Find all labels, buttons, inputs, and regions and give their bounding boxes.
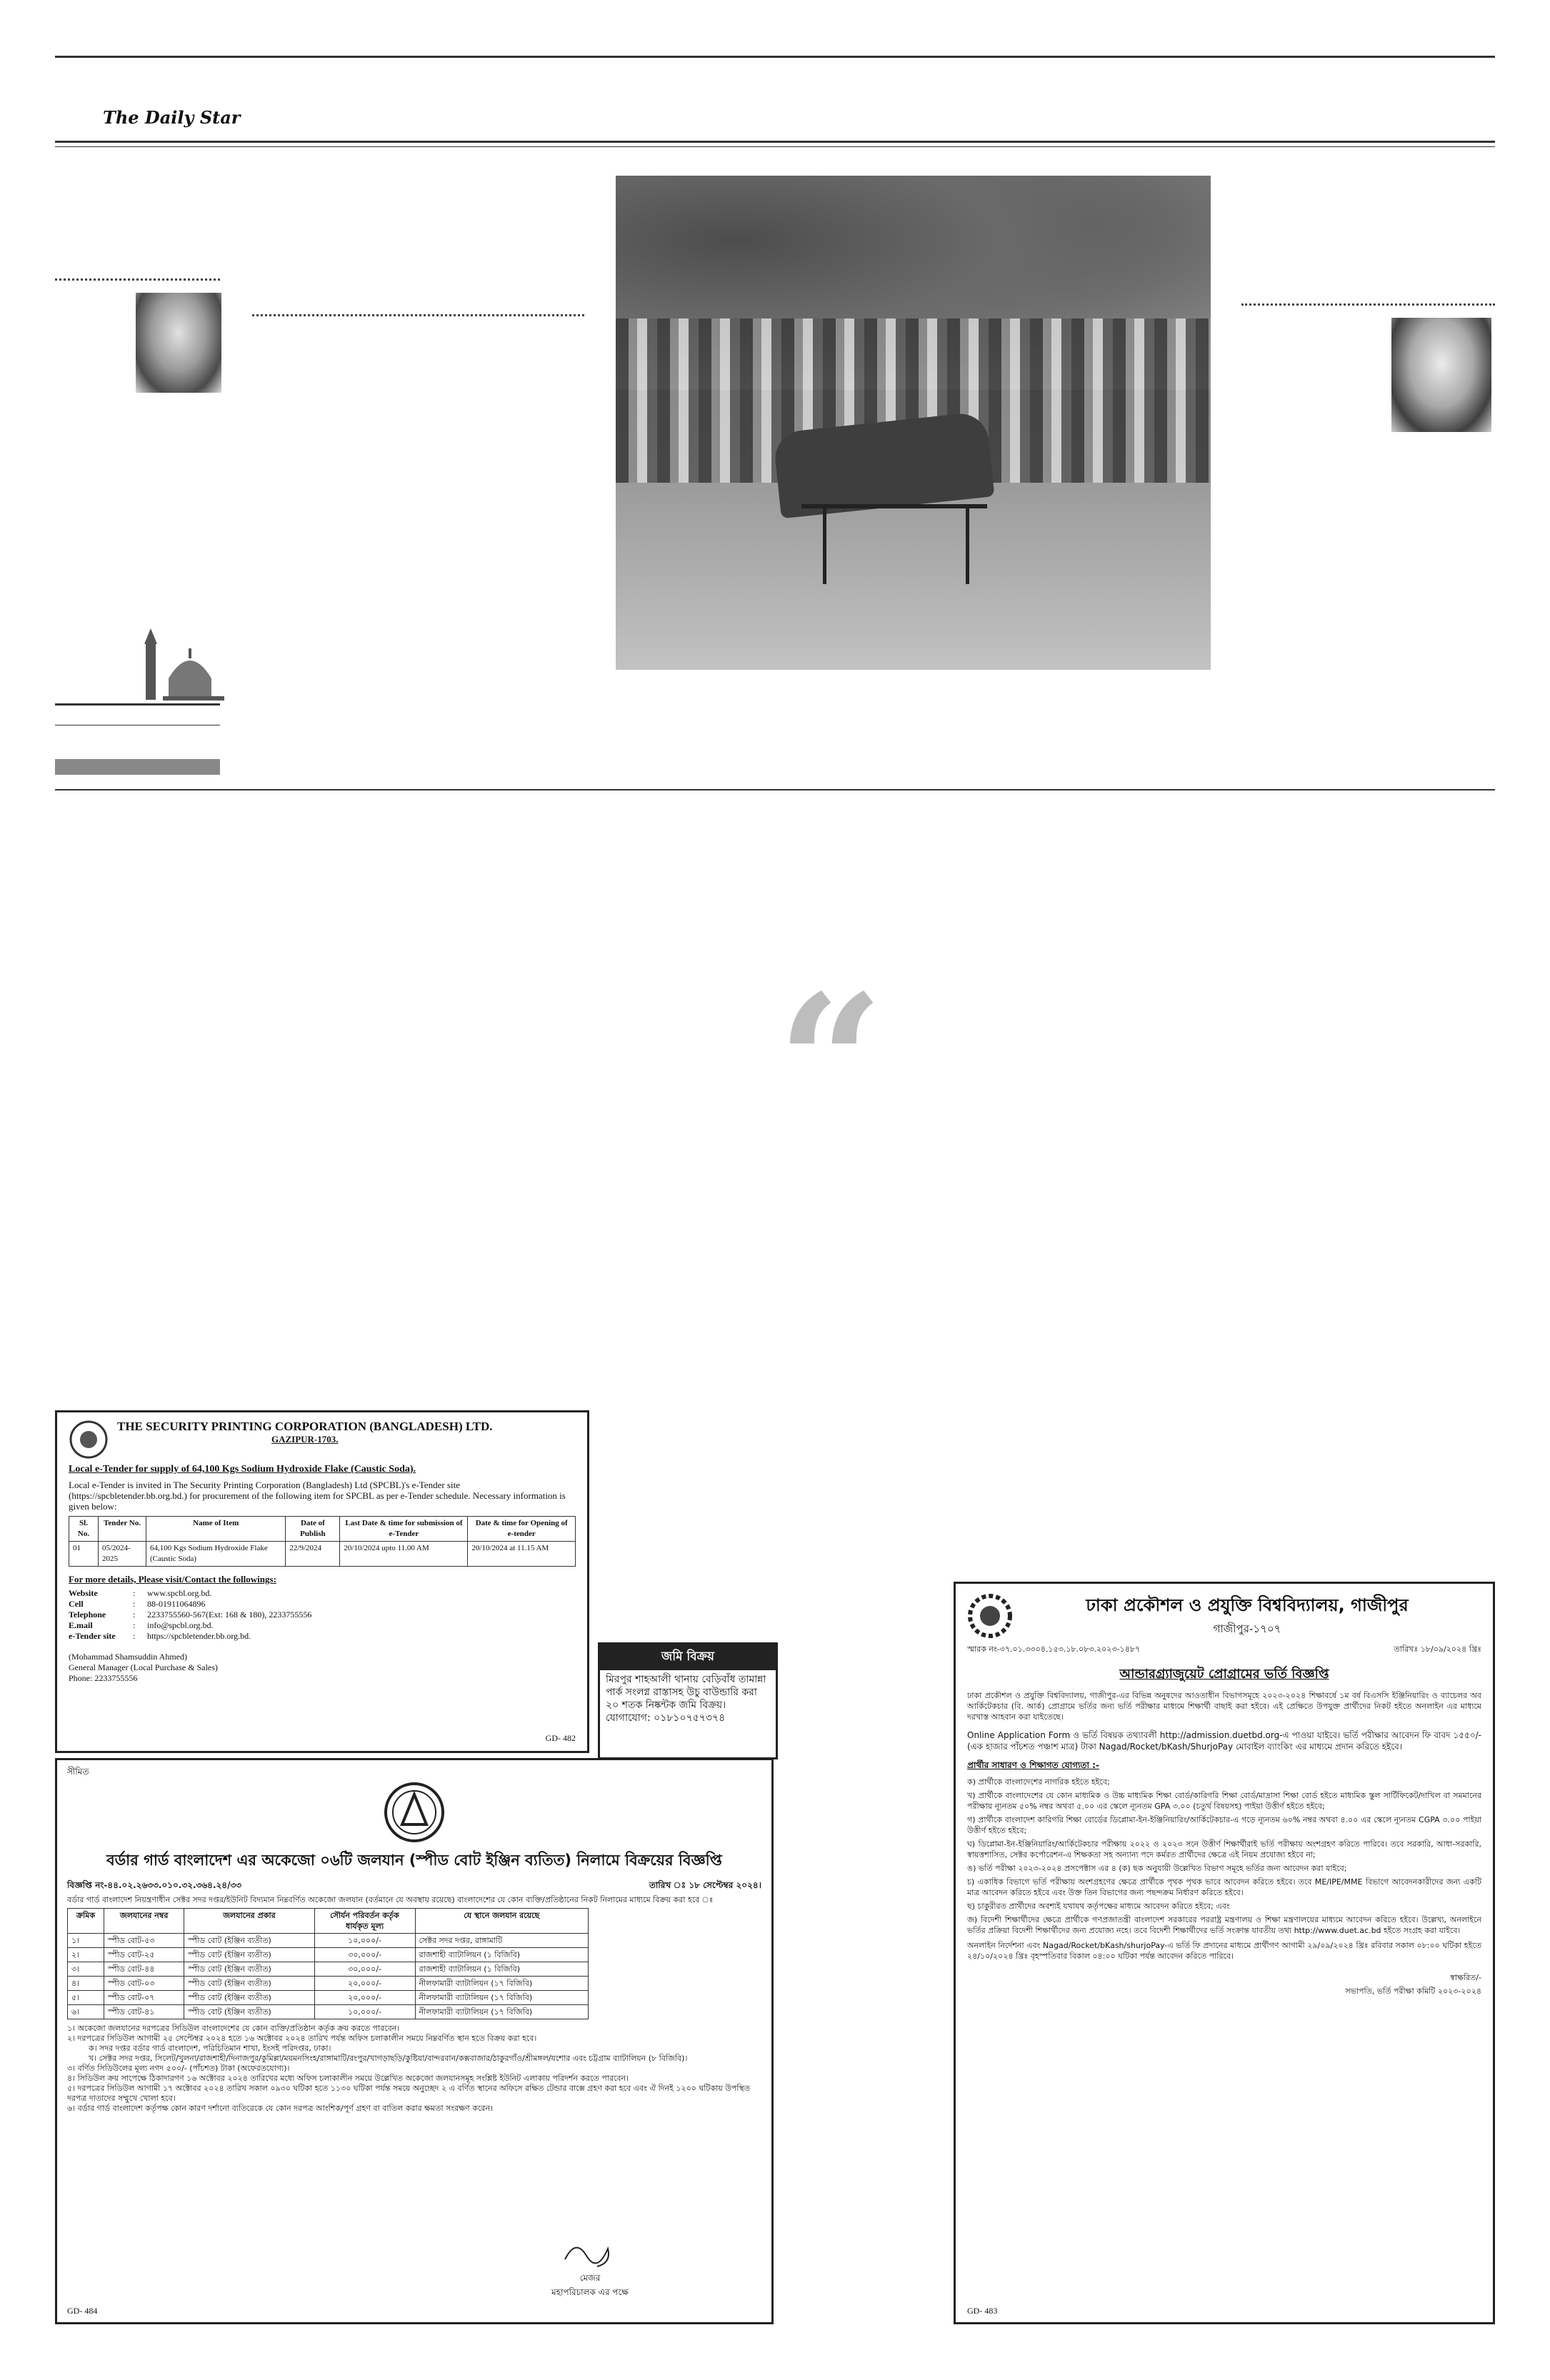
gd-code: GD- 482 bbox=[545, 1733, 576, 1743]
left-dotted-rule bbox=[55, 278, 220, 281]
table-cell: রাজশাহী ব্যাটালিয়ন (১ বিজিবি) bbox=[415, 1948, 588, 1962]
table-cell: ৩০,০০০/- bbox=[314, 1962, 415, 1977]
table-cell: স্পীড বোট (ইঞ্জিন ব্যতীত) bbox=[184, 1934, 314, 1948]
table-cell: 64,100 Kgs Sodium Hydroxide Flake (Caustic Soda) bbox=[146, 1542, 286, 1567]
duet-requirements bbox=[967, 1777, 1481, 1936]
section-rule bbox=[55, 789, 1495, 790]
bgb-memo: বিজ্ঞপ্তি নং-৪৪.০২.২৬৩৩.০১০.৩২.৩৬৪.২৪/৩৩ bbox=[67, 1880, 242, 1890]
duet-online-note: Online Application Form ও ভর্তি বিষয়ক তথ্যাবলী http://admission.duetbd.org-এ পাওয়া যাইবে। ভর্তি পরীক্ষার আবেদন ফি বাবদ ১৫৫০/-(এক হাজার পাঁচশত পঞ্চাশ মাত্র) টাকা Nagad/Rocket/bKash/ShurjoPay মোবাইল ব্যাংকিং এর মাধ্যমে প্রদান করিতে হইবে। bbox=[967, 1730, 1481, 1752]
table-cell: 20/10/2024 at 11.15 AM bbox=[468, 1542, 576, 1567]
duet-headline: আন্ডারগ্র্যাজুয়েট প্রোগ্রামের ভর্তি বিজ্ঞপ্তি bbox=[1119, 1667, 1329, 1682]
masthead-rule bbox=[55, 141, 1495, 143]
list-item: ১। অকেজো জলযানের দরপত্রের সিডিউল বাংলাদেশের যে কোন ব্যক্তি/প্রতিষ্ঠান কর্তৃক ক্রয় করতে পারবেন। bbox=[67, 2024, 400, 2033]
bgb-intro: বর্ডার গার্ড বাংলাদেশ নিয়ন্ত্রণাধীন সেক্টর সদর দপ্তর/ইউনিট বিদ্যমান নিম্নবর্ণিত অকেজো জলযান (বর্তমানে যে অবস্থায় রয়েছে) বাংলাদেশের যে কোন ব্যক্তি/প্রতিষ্ঠানের নিকট নিলামের মাধ্যমে বিক্রয় করা হবে ঃ bbox=[67, 1895, 714, 1904]
table-cell: স্পীড বোট (ইঞ্জিন ব্যতীত) bbox=[184, 2005, 314, 2019]
bgb-signer: মেজর bbox=[579, 2273, 601, 2283]
table-cell: ২০,০০০/- bbox=[314, 1977, 415, 1991]
contact-value: https://spcbletender.bb.org.bd. bbox=[147, 1631, 251, 1641]
table-header: Name of Item bbox=[146, 1517, 286, 1542]
table-cell: স্পীড বোট-৪৪ bbox=[104, 1962, 184, 1977]
table-cell: ৩। bbox=[68, 1962, 104, 1977]
mosque-icon bbox=[140, 628, 226, 707]
contact-value: 2233755560-567(Ext: 168 & 180), 2233755556 bbox=[147, 1610, 312, 1620]
contact-label: Telephone bbox=[69, 1610, 106, 1620]
bgb-title: বর্ডার গার্ড বাংলাদেশ এর অকেজো ০৬টি জলযান (স্পীড বোট ইঞ্জিন ব্যতিত) নিলামে বিক্রয়ের বিজ্ঞপ্তি bbox=[106, 1852, 722, 1869]
spcbl-signatory bbox=[69, 1652, 576, 1684]
table-cell: ৫। bbox=[68, 1991, 104, 2005]
table-cell: ১। bbox=[68, 1934, 104, 1948]
duet-memo: স্মারক নং-৩৭.০১.৩৩০৪.১৫৩.১৮.০৮৩.২০২৩-১৪৮৭ bbox=[967, 1645, 1141, 1654]
signatory-phone: Phone: 2233755556 bbox=[69, 1673, 138, 1683]
table-row bbox=[69, 1542, 576, 1567]
table-cell: স্পীড বোট (ইঞ্জিন ব্যতীত) bbox=[184, 1948, 314, 1962]
table-cell: স্পীড বোট-৪১ bbox=[104, 2005, 184, 2019]
center-dotted-rule bbox=[252, 314, 584, 316]
land-ad-contact: যোগাযোগ: ০১৮১০৭৫৭৩৭৪ bbox=[606, 1712, 726, 1724]
masthead-logo: The Daily Star bbox=[103, 107, 241, 128]
table-row bbox=[68, 1991, 589, 2005]
list-item: ঘ) ডিপ্লোমা-ইন-ইঞ্জিনিয়ারিং/আর্কিটেকচার পরীক্ষায় ২০২২ ও ২০২৩ সনে উত্তীর্ণ শিক্ষার্থীরাই ভর্তি পরীক্ষায় অংশগ্রহণ করিতে পারিবে। তবে সরকারি, আধা-সরকারি, স্বায়ত্তশাসিত, সেক্টর কর্পোরেশন-এ শিক্ষকতা সহ অন্যান্য পদে কর্মরত প্রার্থীদের ক্ষেত্রে এই নিয়ম প্রযোজ্য হইবে না; bbox=[967, 1839, 1481, 1859]
list-item: জ) বিদেশী শিক্ষার্থীদের ক্ষেত্রে প্রার্থীকে গণপ্রজাতন্ত্রী বাংলাদেশ সরকারের পররাষ্ট্র মন্ত্রণালয় ও শিক্ষা মন্ত্রণালয়ের মাধ্যমে আবেদন করিতে হইবে। উল্লেখ্য, অনলাইনে ভর্তির প্রক্রিয়া বিদেশী শিক্ষার্থীদের জন্য প্রযোজ্য নহে। তবে বিদেশী শিক্ষার্থীদের ভর্তি সংক্রান্ত যাবতীয় তথ্য http://www.duet.ac.bd হইতে সংগ্রহ করা যাইবে। bbox=[967, 1915, 1481, 1935]
table-header: Sl. No. bbox=[69, 1517, 99, 1542]
table-cell: স্পীড বোট-২৫ bbox=[104, 1948, 184, 1962]
table-cell: ৩০,০০০/- bbox=[314, 1948, 415, 1962]
spcbl-headline: Local e-Tender for supply of 64,100 Kgs Sodium Hydroxide Flake (Caustic Soda). bbox=[69, 1464, 416, 1475]
list-item: Website : www.spcbl.org.bd. bbox=[69, 1588, 212, 1598]
table-cell: 01 bbox=[69, 1542, 99, 1567]
bgb-conditions bbox=[67, 2024, 761, 2114]
list-item: ৩। বর্ণিত সিডিউলের মূল্য নগদ ৫০০/- (পাঁচশত) টাকা (অফেরতযোগ্য)। bbox=[67, 2064, 290, 2073]
table-cell: স্পীড বোট-০৩ bbox=[104, 1977, 184, 1991]
bgb-signer-title: মহাপরিচালক এর পক্ষে bbox=[551, 2287, 629, 2297]
contact-label: Website bbox=[69, 1588, 98, 1598]
table-cell: নীলফামারী ব্যাটালিয়ন (১৭ বিজিবি) bbox=[415, 1977, 588, 1991]
table-row bbox=[68, 1934, 589, 1948]
list-item: ৬। বর্ডার গার্ড বাংলাদেশ কর্তৃপক্ষ কোন কারণ দর্শানো ব্যতিরেকে যে কোন দরপত্র আংশিক/পূর্ণ গ্রহণ বা বাতিল করার ক্ষমতা সংরক্ষণ করেন। bbox=[67, 2104, 493, 2113]
table-cell: নীলফামারী ব্যাটালিয়ন (১৭ বিজিবি) bbox=[415, 1991, 588, 2005]
government-seal-icon bbox=[69, 1420, 109, 1460]
table-cell: ১০,০০০/- bbox=[314, 1934, 415, 1948]
columnist-portrait-left bbox=[136, 293, 221, 393]
duet-title: ঢাকা প্রকৌশল ও প্রযুক্তি বিশ্ববিদ্যালয়, গাজীপুর bbox=[1086, 1595, 1409, 1615]
contact-label: e-Tender site bbox=[69, 1631, 116, 1641]
list-item: Telephone : 2233755560-567(Ext: 168 & 180), 2233755556 bbox=[69, 1610, 312, 1620]
spcbl-tender-ad bbox=[55, 1410, 589, 1753]
list-item: চ) একাধিক বিভাগে ভর্তি পরীক্ষায় অংশগ্রহণের ক্ষেত্রে প্রার্থীকে পৃথক পৃথক ভাবে আবেদন করিতে হইবে। তবে ME/IPE/MME বিভাগে আবেদনকারীদের জন্য একটি মাত্র আবেদন করিতে হইবে এবং উক্ত তিন বিভাগের জন্য পছন্দক্রম নির্ধারণ করিতে হইবে। bbox=[967, 1877, 1481, 1897]
table-header: ক্রমিক bbox=[68, 1909, 104, 1934]
list-item: E.mail : info@spcbl.org.bd. bbox=[69, 1620, 214, 1630]
table-header: জলযানের প্রকার bbox=[184, 1909, 314, 1934]
bgb-top-note: সীমিত bbox=[67, 1767, 89, 1777]
duet-date: তারিখঃ ১৮/০৯/২০২৪ খ্রিঃ bbox=[1394, 1645, 1481, 1654]
bgb-vessel-table bbox=[67, 1908, 589, 2019]
funeral-prayer-photo bbox=[616, 176, 1211, 670]
left-column-rule-1 bbox=[55, 703, 220, 706]
table-row bbox=[68, 1948, 589, 1962]
table-cell: স্পীড বোট (ইঞ্জিন ব্যতীত) bbox=[184, 1962, 314, 1977]
list-item: খ) প্রার্থীকে বাংলাদেশের যে কোন মাধ্যমিক ও উচ্চ মাধ্যমিক শিক্ষা বোর্ড/কারিগরি শিক্ষা বোর্ড/মাদ্রাসা শিক্ষা বোর্ড হইতে মাধ্যমিক স্কুল সার্টিফিকেট/দাখিল বা সমমানের পরীক্ষায় ন্যূনতম ৫০% নম্বর অথবা ৫.০০ এর স্কেলে ন্যূনতম GPA ৩.০০ (চতুর্থ বিষয়সহ) পাইয়া উত্তীর্ণ হইতে হইবে; bbox=[967, 1791, 1481, 1811]
list-item: ক) প্রার্থীকে বাংলাদেশের নাগরিক হইতে হইবে; bbox=[967, 1777, 1110, 1787]
bgb-auction-ad bbox=[55, 1758, 774, 2324]
table-header: Tender No. bbox=[99, 1517, 146, 1542]
list-item: Cell : 88-01911064896 bbox=[69, 1599, 206, 1609]
list-item: ২। দরপত্রের সিডিউল আগামী ২৫ সেপ্টেম্বর ২০২৪ হতে ১৬ অক্টোবর ২০২৪ তারিখ পর্যন্ত অফিস চলাকালীন সময়ে নিম্নবর্ণিত স্থান হতে বিক্রয় করা হবে। bbox=[67, 2034, 537, 2043]
right-dotted-rule bbox=[1241, 303, 1495, 306]
duet-sign-title: সভাপতি, ভর্তি পরীক্ষা কমিটি ২০২৩-২০২৪ bbox=[1345, 1987, 1481, 1996]
bgb-signature bbox=[551, 2234, 629, 2301]
contact-value: info@spcbl.org.bd. bbox=[147, 1620, 214, 1630]
top-rule bbox=[55, 56, 1495, 58]
list-item: ক। সদর দপ্তর বর্ডার গার্ড বাংলাদেশ, পরিচিতিমান শাখা, ইংসই পরিদপ্তর, ঢাকা। bbox=[89, 2044, 331, 2053]
bgb-date: তারিখ ঃ ১৮ সেপ্টেম্বর ২০২৪। bbox=[649, 1880, 761, 1890]
table-cell: সেক্টর সদর দপ্তর, রাঙ্গামাটি bbox=[415, 1934, 588, 1948]
list-item: ৫। দরপত্রের সিডিউল আগামী ১৭ অক্টোবর ২০২৪ তারিখ সকাল ০৯৩০ ঘটিকা হতে ১১৩০ ঘটিকা পর্যন্ত সময়ে অনুচ্ছেদ ২ এ বর্ণিত স্থানের অফিসে রক্ষিত টেন্ডার বাক্সে গ্রহণ করা হবে এবং ঐ দিনই ১২০০ ঘটিকায় উপস্থিত দরপত্র দাতাদের সম্মুখে খোলা হবে। bbox=[67, 2084, 750, 2103]
contact-label: E.mail bbox=[69, 1620, 93, 1630]
table-row bbox=[68, 2005, 589, 2019]
table-cell: ২০,০০০/- bbox=[314, 1991, 415, 2005]
table-cell: 20/10/2024 upto 11.00 AM bbox=[340, 1542, 468, 1567]
spcbl-tender-table bbox=[69, 1516, 576, 1567]
bgb-emblem-icon bbox=[382, 1780, 446, 1844]
duet-closing: অনলাইন নির্দেশনা এবং Nagad/Rocket/bKash/shurjoPay-এ ভর্তি ফি প্রদানের মাধ্যমে প্রার্থীগণ আগামী ২৯/০৯/২০২৪ খ্রিঃ রবিবার সকাল ০৮:০০ ঘটিকা হইতে ২৪/১০/২০২৪ খ্রিঃ বৃহস্পতিবার বিকাল ০৪:০০ ঘটিকা পর্যন্ত আবেদন করিতে পারিবে। bbox=[967, 1941, 1481, 1961]
list-item: e-Tender site : https://spcbletender.bb.org.bd. bbox=[69, 1631, 251, 1641]
table-cell: স্পীড বোট-৫৩ bbox=[104, 1934, 184, 1948]
gd-code: GD- 484 bbox=[67, 2306, 98, 2316]
contact-label: Cell bbox=[69, 1599, 84, 1609]
spcbl-org-name: THE SECURITY PRINTING CORPORATION (BANGLADESH) LTD. bbox=[117, 1420, 493, 1433]
table-cell: ১০,০০০/- bbox=[314, 2005, 415, 2019]
signature-scribble-icon bbox=[561, 2234, 619, 2270]
land-ad-title: জমি বিক্রয় bbox=[600, 1645, 776, 1670]
list-item: গ) প্রার্থীকে বাংলাদেশ কারিগরি শিক্ষা বোর্ডের ডিপ্লোমা-ইন-ইঞ্জিনিয়ারিং/আর্কিটেকচার-এ গড়ে ন্যূনতম ৬০% নম্বর অথবা ৪.০০ এর স্কেলে ন্যূনতম CGPA ৩.০০ পাইয়া উত্তীর্ণ হইতে হইবে; bbox=[967, 1815, 1481, 1835]
signatory-name: (Mohammad Shamsuddin Ahmed) bbox=[69, 1652, 187, 1662]
table-cell: ৪। bbox=[68, 1977, 104, 1991]
table-cell: 05/2024-2025 bbox=[99, 1542, 146, 1567]
spcbl-org-location: GAZIPUR-1703. bbox=[271, 1434, 339, 1445]
duet-requirements-heading: প্রার্থীর সাধারণ ও শিক্ষাগত যোগ্যতা :- bbox=[967, 1760, 1099, 1770]
spcbl-contact-list bbox=[69, 1588, 576, 1642]
table-cell: ৬। bbox=[68, 2005, 104, 2019]
duet-admission-ad bbox=[954, 1582, 1495, 2324]
table-header: Date & time for Opening of e-tender bbox=[468, 1517, 576, 1542]
table-row bbox=[68, 1962, 589, 1977]
table-cell: 22/9/2024 bbox=[286, 1542, 340, 1567]
spcbl-intro: Local e-Tender is invited in The Security Printing Corporation (Bangladesh) Ltd (SPCBL)'s e-Tender site (https://spcbletender.bb.org.bd.) for procurement of the following item for SPCBL as per e-Tender schedule. Necessary information is given below: bbox=[69, 1480, 566, 1512]
table-header: জলযানের নম্বর bbox=[104, 1909, 184, 1934]
duet-intro: ঢাকা প্রকৌশল ও প্রযুক্তি বিশ্ববিদ্যালয়, গাজীপুর-এর বিভিন্ন অনুষদের আওতাধীন বিভাগসমূহে ২০২৩-২০২৪ শিক্ষাবর্ষে ১ম বর্ষ বিএসসি ইঞ্জিনিয়ারিং ও ব্যাচেলর অব আর্কিটেকচার (বি. আর্ক) প্রোগ্রামে ভর্তির জন্য ভর্তি পরীক্ষার মাধ্যমে শিক্ষার্থী বাছাই করা হইবে। এই প্রেক্ষিতে উপযুক্ত প্রার্থীদের নিকট হইতে অনলাইন এর মাধ্যমে দরখাস্ত আহবান করা যাইতেছে। bbox=[967, 1691, 1481, 1722]
table-cell: নীলফামারী ব্যাটালিয়ন (১৭ বিজিবি) bbox=[415, 2005, 588, 2019]
duet-logo-icon bbox=[967, 1593, 1013, 1639]
table-header: সৌর্যন পরিবর্তন কর্তৃক ধার্যকৃত মূল্য bbox=[314, 1909, 415, 1934]
quote-mark: “ bbox=[777, 955, 884, 1173]
left-column-gray-block bbox=[55, 759, 220, 775]
table-cell: স্পীড বোট (ইঞ্জিন ব্যতীত) bbox=[184, 1977, 314, 1991]
duet-sign-label: স্বাক্ষরিত/- bbox=[1450, 1973, 1481, 1982]
land-ad-body: মিরপুর শাহআলী থানায় বেড়িবাঁধ তামান্না পার্ক সংলগ্ন রাস্তাসহ উচু বাউন্ডারি করা ২০ শতক নিষ্কন্টক জমি বিক্রয়। bbox=[606, 1674, 766, 1711]
list-item: খ। সেক্টর সদর দপ্তর, সিলেট/খুলনা/রাজশাহী/দিনাজপুর/কুমিল্লা/ময়মনসিংহ/রাঙ্গামাটি/রংপুর/খাগড়াছড়ি/কুষ্টিয়া/বান্দরবান/কক্সবাজার/ঠাকুরগাঁও/শ্রীমঙ্গল/যশোর এবং চট্টগ্রাম ব্যাটালিয়ন (৮ বিজিবি)। bbox=[89, 2054, 688, 2063]
contact-value: www.spcbl.org.bd. bbox=[147, 1588, 212, 1598]
masthead-rule-thin bbox=[55, 146, 1495, 147]
land-sale-ad bbox=[598, 1642, 778, 1759]
list-item: ৪। সিডিউল ক্রয় সাপেক্ষে ঠিকাদারগণ ১৬ অক্টোবর ২০২৪ তারিখের মধ্যে অফিস চলাকালীন সময়ে উল্লেখিত অকেজো জলযানসমূহ সংশ্লিষ্ট ইউনিট এলাকায় পরিদর্শন করতে পারবেন। bbox=[67, 2074, 629, 2083]
spcbl-contact-heading: For more details, Please visit/Contact the followings: bbox=[69, 1574, 276, 1585]
signatory-title: General Manager (Local Purchase & Sales) bbox=[69, 1662, 218, 1672]
table-header: Last Date & time for submission of e-Tender bbox=[340, 1517, 468, 1542]
table-cell: স্পীড বোট (ইঞ্জিন ব্যতীত) bbox=[184, 1991, 314, 2005]
list-item: ঙ) ভর্তি পরীক্ষা ২০২৩-২০২৪ প্রসপেক্টাস এর ৪ (ক) ছক অনুযায়ী উল্লেখিত বিভাগ সমূহে ভর্তির জন্য আবেদন করা যাইবে; bbox=[967, 1864, 1347, 1873]
table-row bbox=[68, 1977, 589, 1991]
gd-code: GD- 483 bbox=[967, 2306, 998, 2316]
table-cell: ২। bbox=[68, 1948, 104, 1962]
list-item: ছ) চাকুরীরত প্রার্থীদের অবশ্যই যথাযথ কর্তৃপক্ষের মাধ্যমে আবেদন করিতে হইবে; এবং bbox=[967, 1902, 1230, 1911]
table-cell: স্পীড বোট-০৭ bbox=[104, 1991, 184, 2005]
table-cell: রাজশাহী ব্যাটালিয়ন (১ বিজিবি) bbox=[415, 1962, 588, 1977]
contact-value: 88-01911064896 bbox=[147, 1599, 206, 1609]
columnist-portrait-right bbox=[1391, 318, 1491, 432]
table-header: Date of Publish bbox=[286, 1517, 340, 1542]
table-header: যে স্থানে জলযান রয়েছে bbox=[415, 1909, 588, 1934]
duet-subtitle: গাজীপুর-১৭০৭ bbox=[1213, 1622, 1281, 1635]
